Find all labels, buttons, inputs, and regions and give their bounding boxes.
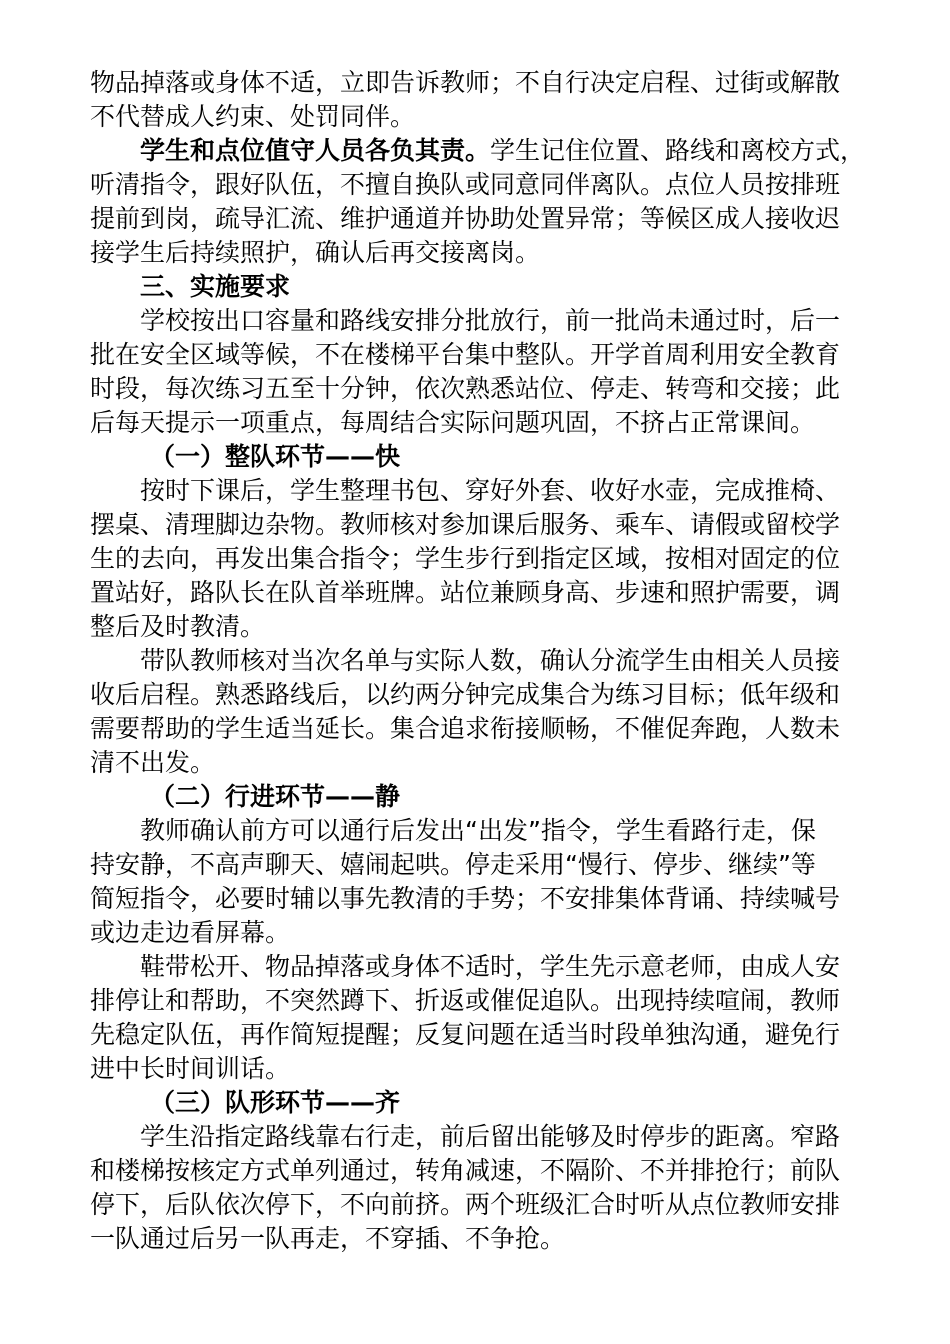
text-run: 学生记住位置、路线和离校方式， <box>490 136 866 165</box>
subsection-paragraph <box>90 1120 865 1256</box>
text-line: 排停让和帮助，不突然蹲下、折返或催促追队。出现持续喧闹，教师 <box>90 986 841 1015</box>
text-line <box>90 134 865 168</box>
text-line: 后每天提示一项重点，每周结合实际问题巩固，不挤占正常课间。 <box>90 408 816 437</box>
text-line: 鞋带松开、物品掉落或身体不适时，学生先示意老师，由成人安 <box>140 952 841 981</box>
text-line: 学校按出口容量和路线安排分批放行，前一批尚未通过时，后一 <box>140 306 841 335</box>
text-line: 按时下课后，学生整理书包、穿好外套、收好水壶，完成推椅、 <box>140 476 841 505</box>
document-page <box>90 66 865 1256</box>
subsection-heading: （一）整队环节——快 <box>150 442 401 471</box>
text-line: 时段，每次练习五至十分钟，依次熟悉站位、停走、转弯和交接；此 <box>90 374 841 403</box>
text-line: 一队通过后另一队再走，不穿插、不争抢。 <box>90 1224 566 1253</box>
subsection-heading: （三）队形环节——齐 <box>150 1088 401 1117</box>
text-line: 不代替成人约束、处罚同伴。 <box>90 102 416 131</box>
text-line: 物品掉落或身体不适，立即告诉教师；不自行决定启程、过街或解散 <box>90 68 841 97</box>
section-intro-paragraph <box>90 304 865 440</box>
text-line: 收后启程。熟悉路线后，以约两分钟完成集合为练习目标；低年级和 <box>90 680 841 709</box>
text-line: 带队教师核对当次名单与实际人数，确认分流学生由相关人员接 <box>140 646 841 675</box>
text-line: 接学生后持续照护，确认后再交接离岗。 <box>90 238 541 267</box>
section-heading: 三、实施要求 <box>140 272 291 301</box>
subsection-heading: （二）行进环节——静 <box>150 782 401 811</box>
text-line: 简短指令，必要时辅以事先教清的手势；不安排集体背诵、持续喊号 <box>90 884 841 913</box>
text-line: 置站好，路队长在队首举班牌。站位兼顾身高、步速和照护需要，调 <box>90 578 841 607</box>
text-line: 先稳定队伍，再作简短提醒；反复问题在适当时段单独沟通，避免行 <box>90 1020 841 1049</box>
paragraph-continuation <box>90 66 865 134</box>
text-line: 听清指令，跟好队伍，不擅自换队或同意同伴离队。点位人员按排班 <box>90 170 841 199</box>
subsection-paragraph <box>90 814 865 950</box>
text-line: 持安静，不高声聊天、嬉闹起哄。停走采用“慢行、停步、继续”等 <box>90 850 816 879</box>
text-line: 整后及时教清。 <box>90 612 266 641</box>
text-line: 停下，后队依次停下，不向前挤。两个班级汇合时听从点位教师安排 <box>90 1190 841 1219</box>
text-line: 提前到岗，疏导汇流、维护通道并协助处置异常；等候区成人接收迟 <box>90 204 841 233</box>
text-line: 学生沿指定路线靠右行走，前后留出能够及时停步的距离。窄路 <box>140 1122 841 1151</box>
text-line: 清不出发。 <box>90 748 216 777</box>
text-line: 摆桌、清理脚边杂物。教师核对参加课后服务、乘车、请假或留校学 <box>90 510 841 539</box>
subsection-paragraph <box>90 474 865 644</box>
paragraph-responsibilities <box>90 134 865 270</box>
text-line: 教师确认前方可以通行后发出“出发”指令，学生看路行走，保 <box>140 816 816 845</box>
text-line: 批在安全区域等候，不在楼梯平台集中整队。开学首周利用安全教育 <box>90 340 841 369</box>
text-line: 或边走边看屏幕。 <box>90 918 291 947</box>
text-line: 需要帮助的学生适当延长。集合追求衔接顺畅，不催促奔跑，人数未 <box>90 714 841 743</box>
subsection-paragraph <box>90 644 865 780</box>
subsection-paragraph <box>90 950 865 1086</box>
text-line: 进中长时间训话。 <box>90 1054 291 1083</box>
text-line: 和楼梯按核定方式单列通过，转角减速，不隔阶、不并排抢行；前队 <box>90 1156 841 1185</box>
bold-lead-sentence: 学生和点位值守人员各负其责。 <box>140 136 491 165</box>
text-line: 生的去向，再发出集合指令；学生步行到指定区域，按相对固定的位 <box>90 544 841 573</box>
